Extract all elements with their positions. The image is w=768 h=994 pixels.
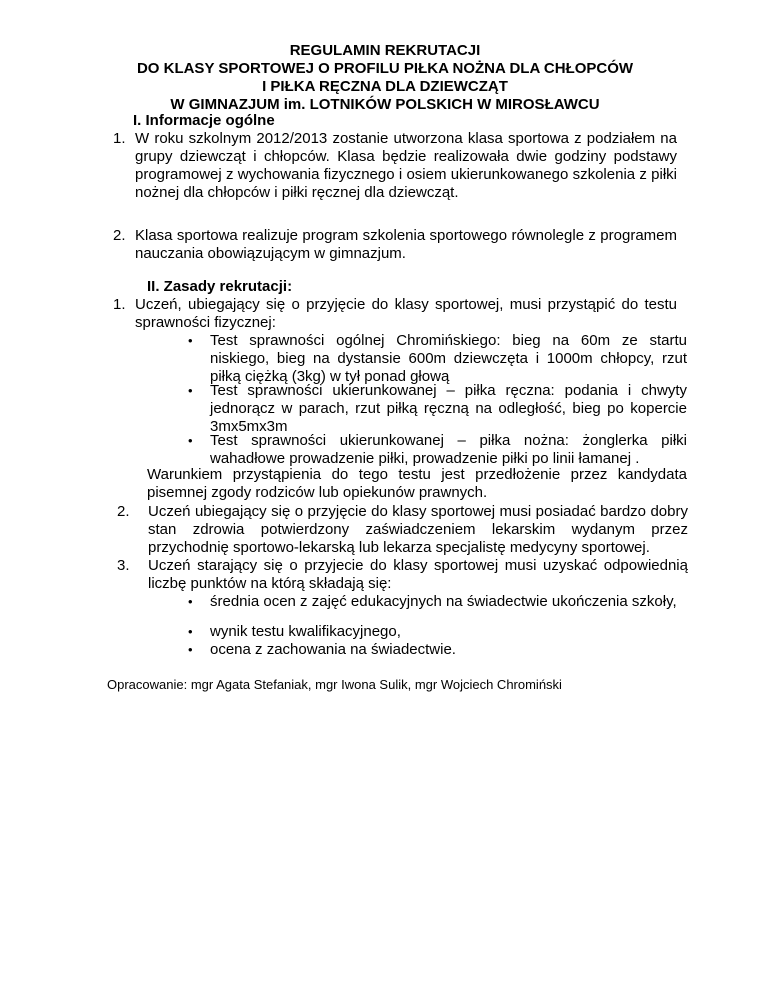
bullet-icon: • — [188, 594, 193, 609]
document-subtitle-line-2: I PIŁKA RĘCZNA DLA DZIEWCZĄT — [262, 78, 508, 95]
bullet-text: ocena z zachowania na świadectwie. — [210, 641, 456, 658]
list-number: 3. — [117, 557, 130, 574]
section-heading-recruitment-rules: II. Zasady rekrutacji: — [147, 278, 293, 295]
document-title: REGULAMIN REKRUTACJI — [289, 42, 481, 59]
list-number: 1. — [113, 296, 126, 313]
bullet-icon: • — [188, 333, 193, 348]
bullet-icon: • — [188, 433, 193, 448]
list-number: 2. — [113, 227, 126, 244]
bullet-icon: • — [188, 383, 193, 398]
bullet-text: Test sprawności ukierunkowanej – piłka ręczna: podania i chwyty jednorącz w parach, rzut piłką ręczną na odległość, bieg po kopercie 3mx5mx3m — [210, 382, 687, 435]
section2-item-1-text: Uczeń, ubiegający się o przyjęcie do klasy sportowej, musi przystąpić do testu sprawności fizycznej: — [135, 296, 677, 331]
list-number: 1. — [113, 130, 126, 147]
section1-item-1-text: W roku szkolnym 2012/2013 zostanie utworzona klasa sportowa z podziałem na grupy dziewcząt i chłopców. Klasa będzie realizowała dwie godziny podstawy programowej z wychowania fizycznego i osiem ukierunkowanego szkolenia z piłki nożnej dla chłopców i piłki ręcznej dla dziewcząt. — [135, 130, 677, 201]
document-footer-authors: Opracowanie: mgr Agata Stefaniak, mgr Iwona Sulik, mgr Wojciech Chromiński — [107, 677, 562, 692]
bullet-text: Test sprawności ukierunkowanej – piłka nożna: żonglerka piłki wahadłowe prowadzenie piłki, prowadzenie piłki po linii łamanej . — [210, 432, 687, 467]
bullet-text: wynik testu kwalifikacyjnego, — [210, 623, 401, 640]
document-subtitle-line-3: W GIMNAZJUM im. LOTNIKÓW POLSKICH W MIROSŁAWCU — [170, 96, 600, 113]
list-number: 2. — [117, 503, 130, 520]
bullet-icon: • — [188, 642, 193, 657]
bullet-text: średnia ocen z zajęć edukacyjnych na świadectwie ukończenia szkoły, — [210, 593, 677, 610]
section2-item-2-text: Uczeń ubiegający się o przyjęcie do klasy sportowej musi posiadać bardzo dobry stan zdrowia potwierdzony zaświadczeniem lekarskim wydanym przez przychodnię sportowo-lekarską lub lekarza specjalistę medycyny sportowej. — [148, 503, 688, 556]
section-heading-general-info: I. Informacje ogólne — [133, 112, 275, 129]
section1-item-2-text: Klasa sportowa realizuje program szkolenia sportowego równolegle z programem nauczania obowiązującym w gimnazjum. — [135, 227, 677, 262]
bullet-text: Test sprawności ogólnej Chromińskiego: bieg na 60m ze startu niskiego, bieg na dystansie 600m dziewczęta i 1000m chłopcy, rzut piłką ciężką (3kg) w tył ponad głową — [210, 332, 687, 385]
document-subtitle-line-1: DO KLASY SPORTOWEJ O PROFILU PIŁKA NOŻNA DLA CHŁOPCÓW — [136, 60, 634, 77]
section2-item-3-text: Uczeń starający się o przyjecie do klasy sportowej musi uzyskać odpowiednią liczbę punktów na którą składają się: — [148, 557, 688, 592]
test-condition-note: Warunkiem przystąpienia do tego testu jest przedłożenie przez kandydata pisemnej zgody rodziców lub opiekunów prawnych. — [147, 466, 687, 501]
bullet-icon: • — [188, 624, 193, 639]
